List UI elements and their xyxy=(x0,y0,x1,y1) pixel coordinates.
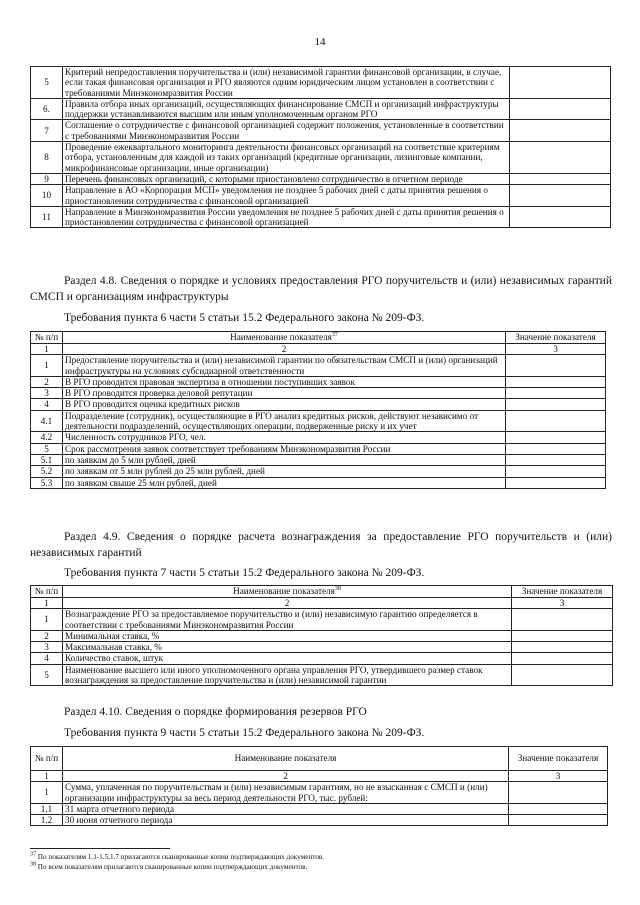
index-col-1: 1 xyxy=(31,344,63,355)
indicator-name: Подразделение (сотрудник), осуществляющие в РГО анализ кредитных рисков, действуют независимо от деятельности подразделений, осуществляющих операции, подверженные риску и их учет xyxy=(63,410,506,432)
section-4-10-requirement: Требования пункта 9 части 5 статьи 15.2 Федерального закона № 209-ФЗ. xyxy=(64,727,425,739)
indicator-value-cell[interactable] xyxy=(510,173,611,184)
indicator-value-cell[interactable] xyxy=(510,67,611,99)
indicator-name: Максимальная ставка, % xyxy=(63,642,512,653)
indicator-name: Правила отбора иных организаций, осуществляющих финансирование СМСП и организаций инфраструктуры поддержки устанавливаются высшим или иным уполномоченным органом РГО xyxy=(63,98,510,120)
indicator-value-cell[interactable] xyxy=(512,664,613,686)
table-row xyxy=(31,388,606,399)
row-number: 6. xyxy=(31,98,63,120)
indicator-name: по заявкам от 5 млн рублей до 25 млн рублей, дней xyxy=(63,466,506,477)
header-value: Значение показателя xyxy=(512,586,613,598)
header-value: Значение показателя xyxy=(509,747,608,771)
indicator-value-cell[interactable] xyxy=(509,815,608,826)
row-number: 3 xyxy=(31,388,63,399)
indicator-name: Количество ставок, штук xyxy=(63,653,512,664)
row-number: 4.2 xyxy=(31,432,63,443)
row-number: 2 xyxy=(31,630,63,641)
header-name: Наименование показателя xyxy=(63,747,509,771)
header-name: Наименование показателя$^{38}$ xyxy=(63,586,512,598)
table-index-row xyxy=(31,344,606,355)
header-number: № п/п xyxy=(31,747,63,771)
indicator-value-cell[interactable] xyxy=(506,432,606,443)
index-col-3: 3 xyxy=(509,771,608,782)
table-header-row xyxy=(31,332,606,344)
row-number: 5.1 xyxy=(31,454,63,465)
indicator-value-cell[interactable] xyxy=(512,642,613,653)
indicator-value-cell[interactable] xyxy=(510,142,611,174)
table-row xyxy=(31,410,606,432)
indicator-name: Направление в АО «Корпорация МСП» уведомления не позднее 5 рабочих дней с даты принятия решения о приостановлении сотрудничества с финансовой организацией xyxy=(63,185,510,207)
header-name: Наименование показателя$^{37}$ xyxy=(63,332,506,344)
indicator-name: Сумма, уплаченная по поручительствам и (или) независимым гарантиям, но не взысканная с СМСП и (или) организации инфраструктуры за весь период деятельности РГО, тыс. рублей: xyxy=(63,782,509,804)
index-col-2: 2 xyxy=(63,344,506,355)
row-number: 9 xyxy=(31,173,63,184)
row-number: 5 xyxy=(31,664,63,686)
table-row xyxy=(31,466,606,477)
indicator-name: Минимальная ставка, % xyxy=(63,630,512,641)
indicator-value-cell[interactable] xyxy=(506,355,606,377)
indicator-value-cell[interactable] xyxy=(512,630,613,641)
indicator-value-cell[interactable] xyxy=(509,803,608,814)
indicator-name: 30 июня отчетного периода xyxy=(63,815,509,826)
header-number: № п/п xyxy=(31,586,63,598)
section-4-8-requirement: Требования пункта 6 части 5 статьи 15.2 Федерального закона № 209-ФЗ. xyxy=(64,312,425,324)
row-number: 1 xyxy=(31,609,63,631)
indicator-value-cell[interactable] xyxy=(506,376,606,387)
indicator-name: Перечень финансовых организаций, с которыми приостановлено сотрудничество в отчетном периоде xyxy=(63,173,510,184)
row-number: 2 xyxy=(31,376,63,387)
row-number: 7 xyxy=(31,120,63,142)
indicator-name: Наименование высшего или иного уполномоченного органа управления РГО, утвердившего размер ставок вознаграждения за предоставление поручительства и (или) независимой гарантии xyxy=(63,664,512,686)
indicator-name: по заявкам свыше 25 млн рублей, дней xyxy=(63,477,506,488)
table-row xyxy=(31,67,611,99)
indicator-value-cell[interactable] xyxy=(510,98,611,120)
indicator-value-cell[interactable] xyxy=(509,782,608,804)
row-number: 5.2 xyxy=(31,466,63,477)
footnote-ref-37: 37 xyxy=(331,332,338,339)
indicator-value-cell[interactable] xyxy=(510,185,611,207)
indicator-name: Направление в Минэкономразвития России уведомления не позднее 5 рабочих дней с даты принятия решения о приостановлении сотрудничества с финансовой организацией xyxy=(63,206,510,228)
table-row xyxy=(31,432,606,443)
row-number: 5.3 xyxy=(31,477,63,488)
table-row xyxy=(31,815,608,826)
table-row xyxy=(31,142,611,174)
row-number: 11 xyxy=(31,206,63,228)
indicator-value-cell[interactable] xyxy=(506,399,606,410)
table-row xyxy=(31,630,613,641)
table-index-row xyxy=(31,598,613,609)
section-4-9-requirement: Требования пункта 7 части 5 статьи 15.2 Федерального закона № 209-ФЗ. xyxy=(64,567,425,579)
row-number: 1 xyxy=(31,782,63,804)
table-row xyxy=(31,376,606,387)
table-row xyxy=(31,206,611,228)
index-col-1: 1 xyxy=(31,771,63,782)
indicator-name: В РГО проводится проверка деловой репутации xyxy=(63,388,506,399)
table-row xyxy=(31,399,606,410)
indicator-name: В РГО проводится оценка кредитных рисков xyxy=(63,399,506,410)
table-row xyxy=(31,443,606,454)
footnote-ref-38: 38 xyxy=(334,586,341,593)
header-number: № п/п xyxy=(31,332,63,344)
row-number: 1 xyxy=(31,355,63,377)
table-row xyxy=(31,653,613,664)
table-continuation-body xyxy=(31,67,611,228)
footnote-37: $^{37}$ По показателям 1.1-1.5,1.7 прилагаются сканированные копии подтверждающих документов. xyxy=(30,851,325,861)
indicator-name: Предоставление поручительства и (или) независимой гарантии по обязательствам СМСП и (или) организаций инфраструктуры на условиях субсидиарной ответственности xyxy=(63,355,506,377)
table-row xyxy=(31,664,613,686)
footnote-38: $^{38}$ По всем показателям прилагаются сканированные копии подтверждающих документов. xyxy=(30,861,308,871)
table-index-row xyxy=(31,771,608,782)
table-row xyxy=(31,173,611,184)
table-row xyxy=(31,642,613,653)
indicator-value-cell[interactable] xyxy=(510,206,611,228)
table-header-row xyxy=(31,747,608,771)
indicator-value-cell[interactable] xyxy=(512,653,613,664)
row-number: 1.1 xyxy=(31,803,63,814)
index-col-2: 2 xyxy=(63,598,512,609)
row-number: 1.2 xyxy=(31,815,63,826)
indicator-value-cell[interactable] xyxy=(506,388,606,399)
table-row xyxy=(31,782,608,804)
indicator-value-cell[interactable] xyxy=(506,443,606,454)
table-4-10-body xyxy=(31,782,608,826)
section-4-10-title: Раздел 4.10. Сведения о порядке формирования резервов РГО xyxy=(64,706,367,718)
section-4-9-title: Раздел 4.9. Сведения о порядке расчета вознаграждения за предоставление РГО поручительств и (или) независимых гарантий xyxy=(30,531,612,559)
index-col-3: 3 xyxy=(512,598,613,609)
table-row xyxy=(31,803,608,814)
indicator-value-cell[interactable] xyxy=(506,477,606,488)
table-4-8-body xyxy=(31,355,606,489)
indicator-value-cell[interactable] xyxy=(506,466,606,477)
indicator-name: В РГО проводится правовая экспертиза в отношении поступивших заявок xyxy=(63,376,506,387)
indicator-value-cell[interactable] xyxy=(506,410,606,432)
table-header-row xyxy=(31,586,613,598)
indicator-value-cell[interactable] xyxy=(512,609,613,631)
row-number: 10 xyxy=(31,185,63,207)
indicator-name: Срок рассмотрения заявок соответствует требованиям Минэкономразвития России xyxy=(63,443,506,454)
table-row xyxy=(31,98,611,120)
footnote-separator xyxy=(30,848,170,849)
page-number: 14 xyxy=(314,36,326,48)
table-row xyxy=(31,185,611,207)
indicator-name: 31 марта отчетного периода xyxy=(63,803,509,814)
indicator-value-cell[interactable] xyxy=(506,454,606,465)
table-row xyxy=(31,120,611,142)
table-row xyxy=(31,355,606,377)
table-4-9 xyxy=(30,585,613,686)
indicator-name: Проведение ежеквартального мониторинга деятельности финансовых организаций на соответствие критериям отбора, установленным для каждой из таких организаций (кредитные организации, лизинговые компании, микрофинансовые организации, иные организации) xyxy=(63,142,510,174)
indicator-name: Соглашение о сотрудничестве с финансовой организацией содержит положения, установленные в соответствии с требованиями Минэкономразвития России xyxy=(63,120,510,142)
table-row xyxy=(31,454,606,465)
index-col-1: 1 xyxy=(31,598,63,609)
row-number: 4 xyxy=(31,653,63,664)
index-col-2: 2 xyxy=(63,771,509,782)
indicator-name: Численность сотрудников РГО, чел. xyxy=(63,432,506,443)
row-number: 4.1 xyxy=(31,410,63,432)
table-4-8 xyxy=(30,331,606,489)
row-number: 4 xyxy=(31,399,63,410)
table-4-9-body xyxy=(31,609,613,686)
indicator-name: Критерий непредоставления поручительства и (или) независимой гарантии финансовой организации, в случае, если такая финансовая организация и РГО являются одним юридическим лицом установлен в соответствии с требованиями Минэкономразвития России xyxy=(63,67,510,99)
row-number: 5 xyxy=(31,443,63,454)
header-value: Значение показателя xyxy=(506,332,606,344)
indicator-value-cell[interactable] xyxy=(510,120,611,142)
table-4-10 xyxy=(30,746,608,826)
section-4-8-title: Раздел 4.8. Сведения о порядке и условиях предоставления РГО поручительств и (или) независимых гарантий СМСП и организациям инфраструктуры xyxy=(30,275,612,303)
row-number: 3 xyxy=(31,642,63,653)
indicator-name: Вознаграждение РГО за предоставляемое поручительство и (или) независимую гарантию определяется в соответствии с требованиями Минэкономразвития России xyxy=(63,609,512,631)
row-number: 5 xyxy=(31,67,63,99)
table-row xyxy=(31,477,606,488)
index-col-3: 3 xyxy=(506,344,606,355)
table-row xyxy=(31,609,613,631)
indicator-name: по заявкам до 5 млн рублей, дней xyxy=(63,454,506,465)
row-number: 8 xyxy=(31,142,63,174)
table-continuation xyxy=(30,66,611,228)
